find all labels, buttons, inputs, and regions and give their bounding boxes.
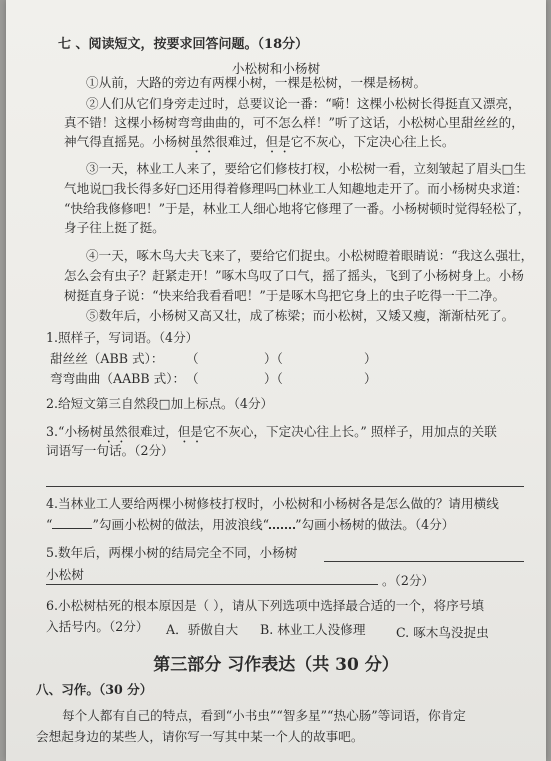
q6-option-b[interactable]: B. 林业工人没修理 (260, 622, 366, 637)
paragraph-3-line-4: 身子往上挺了挺。 (64, 220, 165, 235)
dotted-word: 但是 (265, 134, 291, 149)
dotted-word: 虽然 (189, 134, 216, 149)
question-2: 2.给短文第三自然段□加上标点。（4分） (46, 396, 274, 411)
question-4-line-1: 4.当林业工人要给两棵小树修枝打杈时，小松树和小杨树各是怎么做的？请用横线 (46, 496, 499, 511)
q5-poplar-answer-line[interactable] (324, 561, 524, 562)
q6-option-c[interactable]: C. 啄木鸟没捉虫 (396, 625, 489, 640)
underline-sample (52, 517, 92, 529)
paragraph-4-line-2: 怎么会有虫子？赶紧走开！”啄木鸟叹了口气，摇了摇头，飞到了小杨树身上。小杨 (64, 268, 524, 283)
question-5-line-1: 5.数年后，两棵小树的结局完全不同，小杨树 (46, 545, 298, 560)
text-run: 很难过， (127, 424, 178, 439)
text-run: 很难过， (215, 134, 266, 149)
paragraph-2-line-3 (64, 134, 454, 156)
dotted-word: 虽然 (102, 424, 128, 439)
text-run: 它不灰心，下定决心往上长。 (290, 134, 455, 149)
paragraph-2-line-2: 真不错！这棵小杨树弯弯曲曲的，可不怎么样！”听了这话，小松树心里甜丝丝的， (64, 115, 524, 130)
q5-pine-label: 小松树 (46, 567, 84, 582)
q1-aabb-paren-mid[interactable]: ）（ (264, 371, 283, 386)
text-run: ”勾画小杨树的做法。（4分） (295, 517, 455, 532)
question-1: 1.照样子，写词语。（4分） (46, 330, 199, 345)
question-8-heading: 八、习作。（30 分） (36, 682, 153, 697)
writing-prompt-line-2: 会想起身边的某些人，请你写一写其中某一个人的故事吧。 (36, 729, 364, 744)
q1-aabb-paren-close[interactable]: ） (364, 371, 377, 386)
q6-option-a[interactable]: A．骄傲自大 (166, 622, 239, 637)
paragraph-3-line-2: 气地说□我长得多好□还用得着修理吗□林业工人知趣地走开了。而小杨树央求道： (64, 181, 528, 196)
paragraph-2-line-1: ②人们从它们身旁走过时，总要议论一番：“嗬！这棵小松树长得挺直又漂亮， (86, 96, 521, 111)
text-run: ”勾画小松树的做法，用波浪线“ (92, 517, 270, 532)
q1-abb-label: 甜丝丝（ABB 式）： (50, 351, 164, 366)
paragraph-4-line-1: ④一天，啄木鸟大夫飞来了，要给它们捉虫。小松树瞪着眼睛说：“我这么强壮， (86, 248, 534, 263)
dotted-word: 但是 (177, 424, 203, 439)
q1-abb-paren-open[interactable]: （ (186, 351, 199, 366)
question-4-line-2 (46, 517, 454, 533)
q1-abb-paren-mid[interactable]: ）（ (264, 351, 283, 366)
text-run: 它不灰心，下定决心往上长。” 照样子，用加点的关联 (203, 424, 497, 439)
text-run: 神气得直摇晃。小杨树 (64, 134, 190, 149)
paragraph-4-line-3: 树挺直身子说：“快来给我看看吧！”于是啄木鸟把它身上的虫子吃得一干二净。 (64, 288, 506, 303)
paragraph-3-line-1: ③一天，林业工人来了，要给它们修枝打杈，小松树一看，立刻皱起了眉头□生 (86, 161, 527, 176)
question-6-line-2: 入括号内。（2分） (46, 619, 149, 634)
exam-paper (6, 0, 546, 761)
section7-heading: 七 、阅读短文，按要求回答问题。（18分） (58, 37, 309, 52)
q1-abb-paren-close[interactable]: ） (364, 351, 377, 366)
wavy-line-sample (269, 517, 295, 529)
story-title: 小松树和小杨树 (231, 61, 321, 76)
text-run: 3.“小杨树 (46, 424, 103, 439)
question-3-line-2: 词语写一句话。（2分） (46, 443, 174, 458)
text-run: “ (46, 517, 53, 532)
q1-aabb-label: 弯弯曲曲（AABB 式）： (50, 371, 186, 386)
q1-aabb-paren-open[interactable]: （ (186, 371, 199, 386)
q3-answer-line[interactable] (46, 486, 524, 487)
question-6-line-1: 6.小松树枯死的根本原因是（ ），请从下列选项中选择最合适的一个，将序号填 (46, 598, 484, 613)
q5-pine-answer-line[interactable] (46, 584, 378, 585)
paragraph-1: ①从前，大路的旁边有两棵小树，一棵是松树，一棵是杨树。 (86, 75, 427, 90)
section3-heading: 第三部分 习作表达（共 30 分） (153, 655, 399, 675)
paragraph-5: ⑤数年后，小杨树又高又壮，成了栋梁；而小松树，又矮又瘦，渐渐枯死了。 (86, 308, 515, 323)
writing-prompt-line-1: 每个人都有自己的特点，看到“小书虫”“智多星”“热心肠”等词语，你肯定 (62, 708, 466, 723)
paragraph-3-line-3: “快给我修修吧！”于是，林业工人细心地将它修理了一番。小杨树顿时觉得轻松了， (64, 201, 531, 216)
q5-score: 。（2分） (382, 573, 435, 588)
